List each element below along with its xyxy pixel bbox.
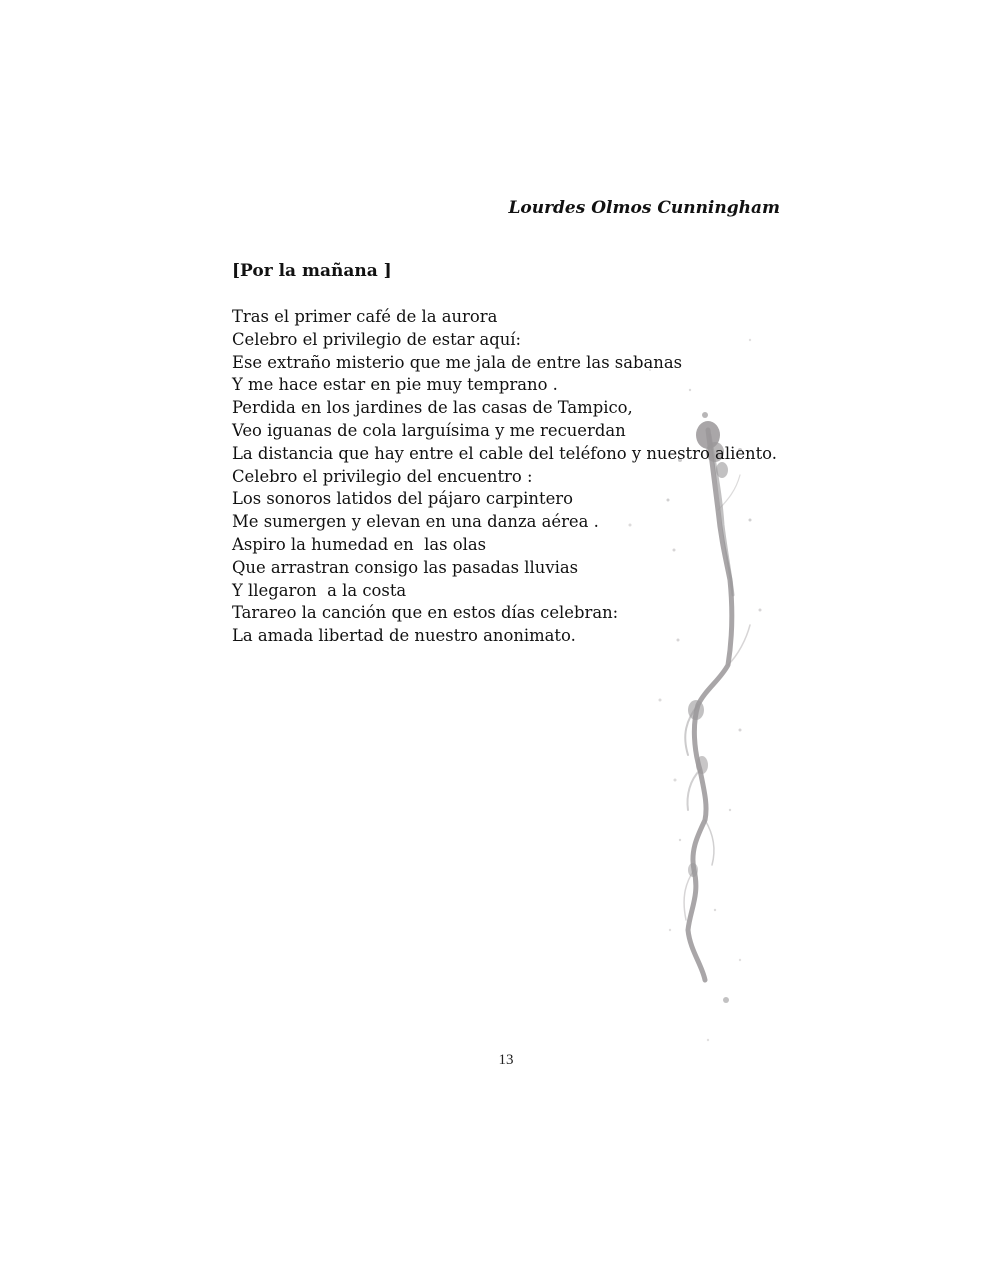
poem-line: Celebro el privilegio del encuentro :	[232, 466, 533, 486]
poem-title: [Por la mañana ]	[232, 261, 392, 281]
poem-line: Los sonoros latidos del pájaro carpintero	[232, 489, 573, 509]
poem-line: Me sumergen y elevan en una danza aérea .	[232, 512, 599, 532]
poem-line: Y llegaron a la costa	[232, 580, 407, 600]
poem-line: La amada libertad de nuestro anonimato.	[232, 626, 576, 646]
poem-line: Tarareo la canción que en estos días celebran:	[232, 603, 619, 623]
page-number: 13	[498, 1052, 514, 1068]
poem-body	[232, 306, 777, 648]
poem-line: La distancia que hay entre el cable del teléfono y nuestro aliento.	[232, 443, 777, 463]
poem-line: Aspiro la humedad en las olas	[232, 534, 487, 554]
poem-line: Tras el primer café de la aurora	[232, 307, 498, 326]
poem-line: Que arrastran consigo las pasadas lluvias	[232, 557, 579, 577]
poem-line: Celebro el privilegio de estar aquí:	[232, 329, 522, 349]
poem-line: Perdida en los jardines de las casas de Tampico,	[232, 398, 633, 418]
author-name: Lourdes Olmos Cunningham	[508, 198, 780, 218]
poem-line: Veo iguanas de cola larguísima y me recuerdan	[232, 420, 626, 440]
poem-line: Ese extraño misterio que me jala de entre las sabanas	[232, 352, 682, 372]
poem-line: Y me hace estar en pie muy temprano .	[232, 375, 558, 395]
